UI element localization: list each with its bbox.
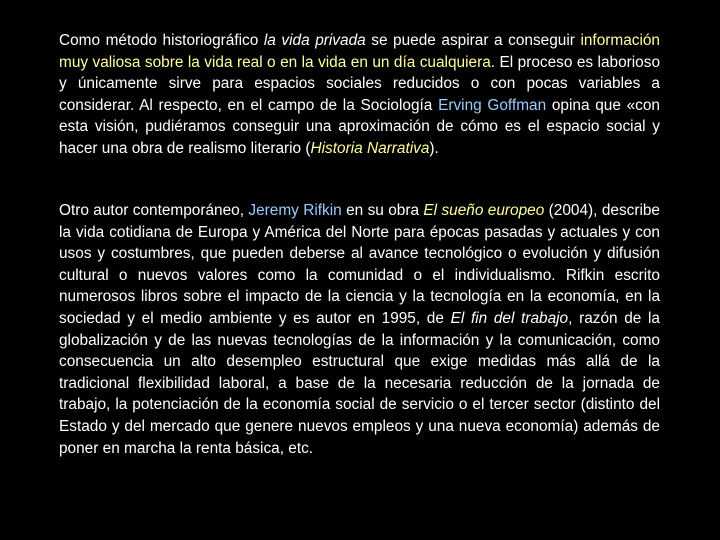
text-segment: ). <box>429 139 439 157</box>
italic-term-historia-narrativa: Historia Narrativa <box>310 139 430 157</box>
text-segment: Como método historiográfico <box>59 32 264 49</box>
author-name-rifkin: Jeremy Rifkin <box>248 202 342 219</box>
text-segment: El proceso es laborioso y únicamente sirve para espacios sociales reducidos o con pocas variables a considerar. Al respecto, en el campo de la Sociología <box>59 53 661 114</box>
text-segment: , razón de la globalización y de las nuevas tecnologías de la información y la comunicación, como consecuencia un alto desempleo estructural que exige medidas más allá de la tradicional flexibilidad laboral, a base de la necesaria reducción de la jornada de trabajo, la potenciación de la economía social de servicio o el tercer sector (distinto del Estado y del mercado que genere nuevos empleos y una nueva economía) además de poner en marcha la renta básica, etc. <box>59 309 660 457</box>
text-segment: se puede aspirar a conseguir <box>365 32 581 49</box>
paragraph-2 <box>59 200 660 459</box>
text-segment: Otro autor contemporáneo, <box>59 202 249 219</box>
highlighted-phrase: información muy valiosa sobre la vida real o en la vida en un día cualquiera. <box>59 32 660 71</box>
book-title-fin-del-trabajo: El fin del trabajo <box>450 309 569 327</box>
author-name-goffman: Erving Goffman <box>438 96 547 114</box>
paragraph-1 <box>59 30 660 160</box>
book-title-sueno-europeo: El sueño europeo <box>423 202 545 219</box>
text-segment: en su obra <box>341 202 424 219</box>
text-segment: opina que «con esta visión, pudiéramos conseguir una aproximación de cómo es el espacio social y hacer una obra de realismo literario ( <box>59 96 660 157</box>
text-segment: (2004), describe la vida cotidiana de Europa y América del Norte para épocas pasadas y actuales y con usos y costumbres, que pueden deberse al avance tecnológico o evolución y difusión cultural o nuevos valores como la comunidad o el individualismo. Rifkin escrito numerosos libros sobre el impacto de la ciencia y la tecnología en la economía, en la sociedad y el medio ambiente y es autor en 1995, de <box>59 202 660 327</box>
italic-term-vida-privada: la vida privada <box>263 32 366 49</box>
